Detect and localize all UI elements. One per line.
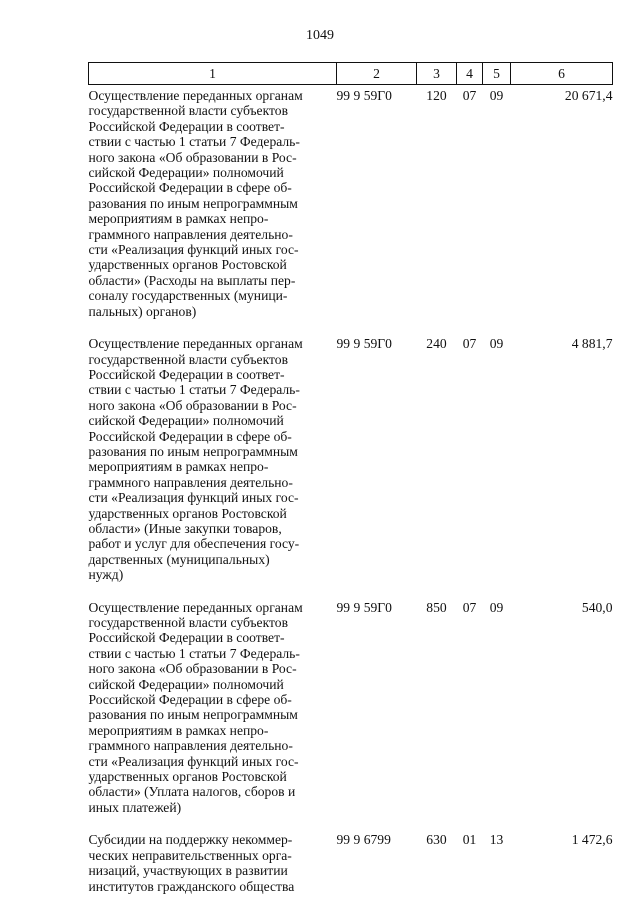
- expense-type-code: 120: [426, 88, 447, 103]
- expense-type-code: 850: [426, 599, 447, 615]
- column-header: 6: [511, 63, 613, 85]
- section-code: 07: [462, 88, 477, 103]
- table-row: [89, 829, 613, 908]
- column-header: 3: [417, 63, 457, 85]
- section-code: 07: [462, 336, 477, 352]
- target-article-code: 99 9 59Г0: [336, 599, 392, 615]
- column-header: 5: [483, 63, 511, 85]
- row-description: Осуществление переданных органам государственной власти субъектов Российской Федерации в соответ- ствии с частью 1 статьи 7 Федераль- ного закона «Об образовании в Рос- сийской Федерации» полномочий Российской Федерации в сфере об- разования по иным непрограммным мероприятиям в рамках непро- граммного направления деятельно- сти «Реализация функций иных гос- ударственных органов Ростовской области» (Уплата налогов, сборов и иных платежей): [88, 599, 303, 815]
- column-header: 2: [337, 63, 417, 85]
- budget-table: [88, 62, 613, 908]
- target-article-code: 99 9 59Г0: [336, 88, 392, 103]
- row-description: Осуществление переданных органам государственной власти субъектов Российской Федерации в соответ- ствии с частью 1 статьи 7 Федераль- ного закона «Об образовании в Рос- сийской Федерации» полномочий Российской Федерации в сфере об- разования по иным непрограммным мероприятиям в рамках непро- граммного направления деятельно- сти «Реализация функций иных гос- ударственных органов Ростовской области» (Расходы на выплаты пер- соналу государственных (муници- пальных) органов): [88, 88, 303, 319]
- subsection-code: 13: [489, 832, 504, 848]
- header-row: [89, 63, 613, 85]
- amount: 1 472,6: [571, 832, 613, 848]
- table-row: [89, 597, 613, 830]
- page-number: 1049: [306, 28, 334, 43]
- expense-type-code: 240: [426, 336, 447, 352]
- target-article-code: 99 9 6799: [336, 832, 391, 848]
- column-header: 1: [89, 63, 337, 85]
- expense-type-code: 630: [426, 832, 447, 848]
- table-row: [89, 333, 613, 597]
- amount: 20 671,4: [564, 88, 613, 103]
- subsection-code: 09: [489, 599, 504, 615]
- column-header: 4: [457, 63, 483, 85]
- row-description: Осуществление переданных органам государственной власти субъектов Российской Федерации в соответ- ствии с частью 1 статьи 7 Федераль- ного закона «Об образовании в Рос- сийской Федерации» полномочий Российской Федерации в сфере об- разования по иным непрограммным мероприятиям в рамках непро- граммного направления деятельно- сти «Реализация функций иных гос- ударственных органов Ростовской области» (Иные закупки товаров, работ и услуг для обеспечения госу- дарственных (муниципальных) нужд): [88, 336, 303, 583]
- row-description: Субсидии на поддержку некоммер- ческих неправительственных орга- низаций, участвующих в развитии институтов гражданского общества: [88, 832, 295, 894]
- amount: 4 881,7: [571, 336, 613, 352]
- section-code: 07: [462, 599, 477, 615]
- table-row: [89, 85, 613, 334]
- section-code: 01: [462, 832, 477, 848]
- amount: 540,0: [581, 599, 613, 615]
- subsection-code: 09: [489, 336, 504, 352]
- target-article-code: 99 9 59Г0: [336, 336, 392, 352]
- subsection-code: 09: [489, 88, 504, 103]
